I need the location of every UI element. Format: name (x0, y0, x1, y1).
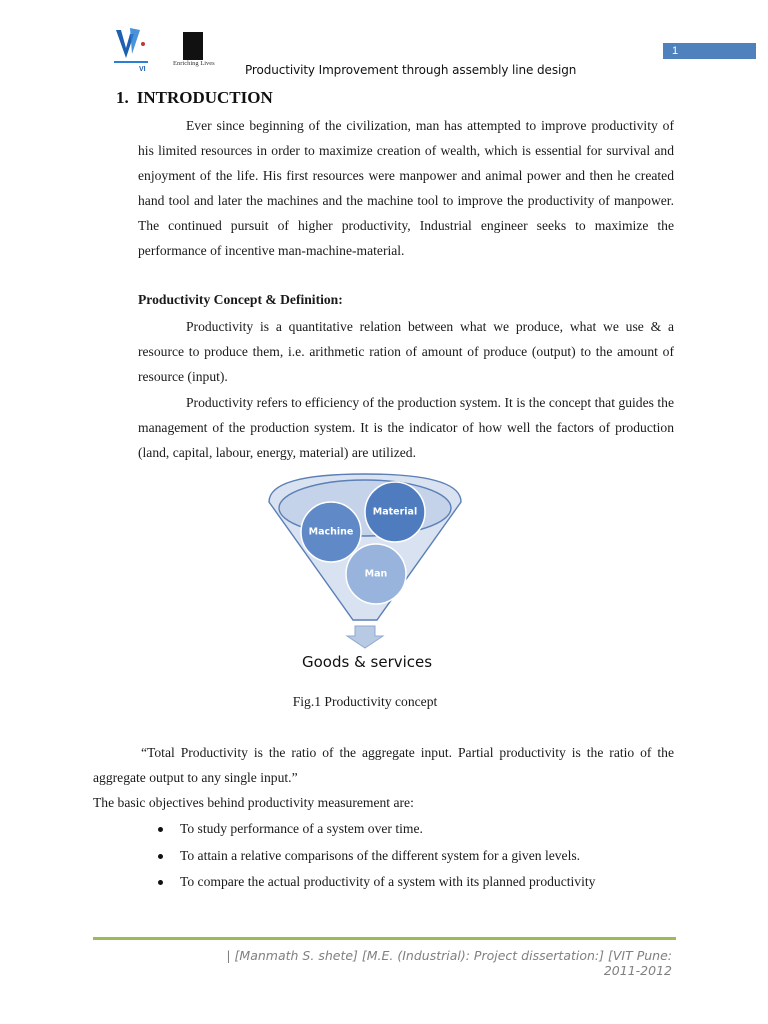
figure-caption: Fig.1 Productivity concept (292, 694, 438, 709)
list-item: To attain a relative comparisons of the different system for a given levels. (155, 844, 595, 871)
bullet-icon (158, 827, 163, 832)
paragraph-efficiency: Productivity refers to efficiency of the production system. It is the concept that guides the management of the production system. It is the indicator of how well the factors of production (land, capital, labour, energy, material) are utilized. (138, 395, 674, 460)
institute-logo (112, 24, 156, 74)
goods-services-label: Goods & services (302, 653, 433, 671)
section-heading (116, 88, 273, 108)
subheading: Productivity Concept & Definition: (138, 292, 343, 307)
label-machine: Machine (308, 526, 354, 538)
section-number: 1. (116, 88, 129, 107)
objectives-list (155, 817, 595, 897)
list-item: To compare the actual productivity of a system with its planned productivity (155, 870, 595, 897)
objectives-intro: The basic objectives behind productivity measurement are: (93, 795, 414, 810)
quote-paragraph: “Total Productivity is the ratio of the aggregate input. Partial productivity is the ratio of the aggregate output to any single input.” (93, 745, 674, 785)
list-item: To study performance of a system over time. (155, 817, 595, 844)
section-title: INTRODUCTION (136, 88, 273, 107)
paragraph-definition: Productivity is a quantitative relation between what we produce, what we use & a resource to produce them, i.e. arithmetic ration of amount of produce (output) to the amount of resource (input). (138, 319, 674, 384)
paragraph-intro: Ever since beginning of the civilization, man has attempted to improve productivity of his limited resources in order to maximize creation of wealth, which is essential for survival and enjoyment of the life. His first resources were manpower and animal power and then he created hand tool and later the machines and the machine tool to improve the productivity of manpower. The continued pursuit of higher productivity, Industrial engineer seeks to maximize the performance of incentive man-machine-material. (138, 118, 674, 258)
running-title: Productivity Improvement through assembly line design (245, 63, 577, 77)
productivity-funnel-diagram (265, 470, 465, 660)
label-material: Material (372, 506, 418, 518)
partner-logo (175, 30, 223, 74)
output-arrow-icon (347, 626, 383, 648)
bullet-icon (158, 854, 163, 859)
svg-text:VI: VI (139, 66, 146, 73)
footer-text: | [Manmath S. shete] [M.E. (Industrial): Project dissertation:] [VIT Pune: 2011-2012 (226, 948, 672, 978)
logo-tagline: Enriching Lives (173, 60, 215, 67)
page-number: 1 (663, 43, 756, 59)
footer-divider (93, 937, 676, 940)
bullet-icon (158, 880, 163, 885)
label-man: Man (364, 568, 388, 580)
